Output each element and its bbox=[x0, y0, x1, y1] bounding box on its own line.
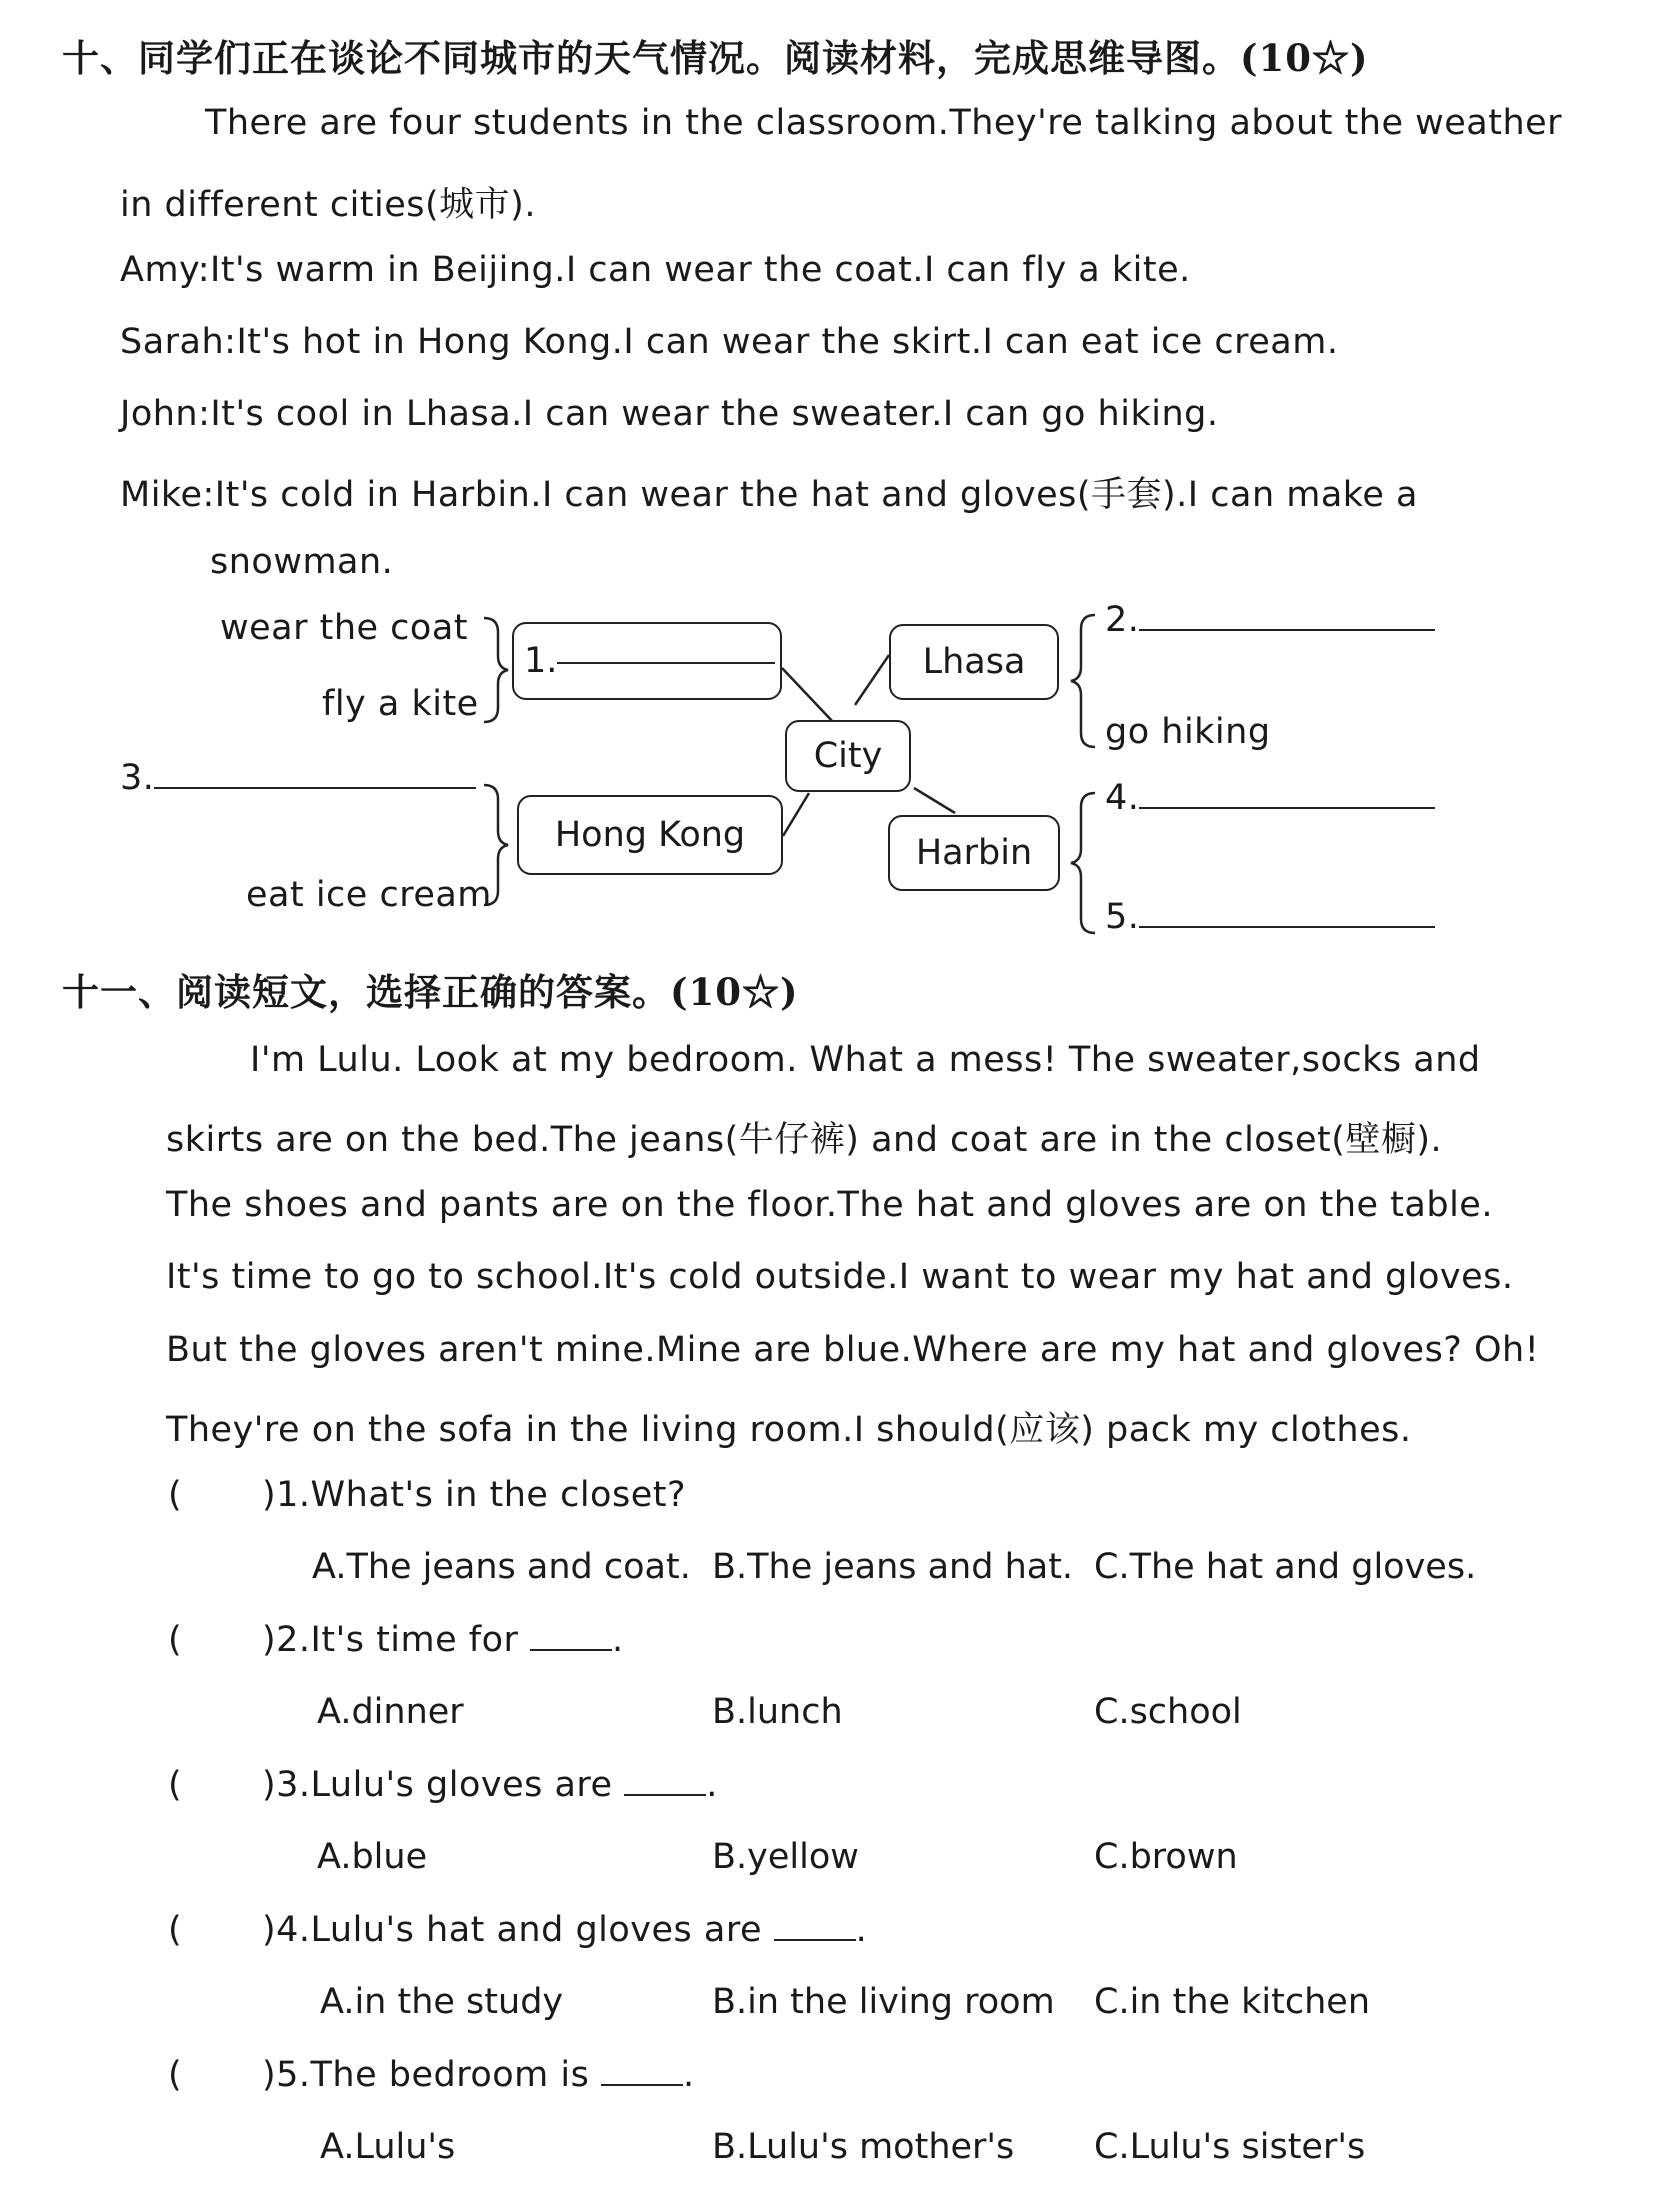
blank-5 bbox=[1105, 897, 1435, 937]
q5-option-c[interactable]: C.Lulu's sister's bbox=[1094, 2127, 1366, 2167]
sarah-line: Sarah:It's hot in Hong Kong.I can wear the skirt.I can eat ice cream. bbox=[120, 322, 1339, 362]
q2-option-c[interactable]: C.school bbox=[1094, 1692, 1242, 1732]
label-eat-ice-cream: eat ice cream bbox=[246, 875, 492, 915]
blank-1-line[interactable] bbox=[557, 658, 775, 664]
q1-option-b[interactable]: B.The jeans and hat. bbox=[712, 1547, 1074, 1587]
blank-5-number: 5. bbox=[1105, 897, 1140, 937]
q4-option-c[interactable]: C.in the kitchen bbox=[1094, 1982, 1371, 2022]
mike-line-2: snowman. bbox=[210, 542, 394, 582]
mike-line-1: Mike:It's cold in Harbin.I can wear the hat and gloves(手套).I can make a bbox=[120, 475, 1418, 515]
mindmap-box-lhasa: Lhasa bbox=[889, 624, 1059, 700]
intro-line-2: in different cities(城市). bbox=[120, 185, 536, 225]
q2-option-a[interactable]: A.dinner bbox=[317, 1692, 464, 1732]
label-wear-the-coat: wear the coat bbox=[220, 608, 469, 648]
question-5 bbox=[262, 2055, 695, 2095]
question-1 bbox=[262, 1475, 686, 1515]
question-text: 3.Lulu's gloves are bbox=[276, 1765, 613, 1805]
q4-option-b[interactable]: B.in the living room bbox=[712, 1982, 1055, 2022]
amy-line: Amy:It's warm in Beijing.I can wear the coat.I can fly a kite. bbox=[120, 250, 1191, 290]
passage-line-3: The shoes and pants are on the floor.The hat and gloves are on the table. bbox=[166, 1185, 1493, 1225]
section-11-title: 十一、阅读短文，选择正确的答案。(10☆) bbox=[62, 970, 799, 1014]
q4-option-a[interactable]: A.in the study bbox=[320, 1982, 564, 2022]
blank-2-number: 2. bbox=[1105, 600, 1140, 640]
blank-4-number: 4. bbox=[1105, 778, 1140, 818]
question-end: . bbox=[683, 2055, 695, 2095]
question-end: . bbox=[855, 1910, 868, 1950]
mindmap-box-city: City bbox=[785, 720, 911, 792]
answer-paren-close: ) bbox=[262, 2055, 277, 2095]
question-text: 1.What's in the closet? bbox=[276, 1475, 687, 1515]
blank-3-number: 3. bbox=[120, 758, 155, 798]
passage-line-4: It's time to go to school.It's cold outside.I want to wear my hat and gloves. bbox=[166, 1257, 1514, 1297]
q5-option-a[interactable]: A.Lulu's bbox=[320, 2127, 456, 2167]
question-4 bbox=[262, 1910, 867, 1950]
mindmap-box-hongkong: Hong Kong bbox=[517, 795, 783, 875]
label-fly-a-kite: fly a kite bbox=[322, 684, 479, 724]
answer-paren-open: ( bbox=[168, 2055, 182, 2095]
question-text: 4.Lulu's hat and gloves are bbox=[276, 1910, 763, 1950]
q2-blank[interactable] bbox=[530, 1645, 612, 1651]
passage-line-1: I'm Lulu. Look at my bedroom. What a mess! The sweater,socks and bbox=[250, 1040, 1481, 1080]
question-text: 5.The bedroom is bbox=[276, 2055, 590, 2095]
q1-option-a[interactable]: A.The jeans and coat. bbox=[312, 1547, 691, 1587]
answer-paren-close: ) bbox=[262, 1765, 277, 1805]
q3-option-c[interactable]: C.brown bbox=[1094, 1837, 1238, 1877]
q5-option-b[interactable]: B.Lulu's mother's bbox=[712, 2127, 1015, 2167]
question-text: 2.It's time for bbox=[276, 1620, 519, 1660]
answer-paren-open: ( bbox=[168, 1765, 182, 1805]
q3-option-a[interactable]: A.blue bbox=[317, 1837, 428, 1877]
question-3 bbox=[262, 1765, 718, 1805]
question-2 bbox=[262, 1620, 624, 1660]
question-end: . bbox=[706, 1765, 718, 1805]
mindmap-box-beijing bbox=[512, 622, 782, 700]
answer-paren-close: ) bbox=[262, 1910, 277, 1950]
passage-line-5: But the gloves aren't mine.Mine are blue.Where are my hat and gloves? Oh! bbox=[166, 1330, 1540, 1370]
passage-line-6: They're on the sofa in the living room.I should(应该) pack my clothes. bbox=[166, 1410, 1412, 1450]
john-line: John:It's cool in Lhasa.I can wear the sweater.I can go hiking. bbox=[120, 394, 1219, 434]
blank-2-line[interactable] bbox=[1139, 625, 1435, 631]
label-go-hiking: go hiking bbox=[1105, 712, 1271, 752]
answer-paren-close: ) bbox=[262, 1475, 277, 1515]
q4-blank[interactable] bbox=[774, 1935, 856, 1941]
q3-blank[interactable] bbox=[624, 1790, 706, 1796]
mindmap-box-harbin: Harbin bbox=[888, 815, 1060, 891]
passage-line-2: skirts are on the bed.The jeans(牛仔裤) and coat are in the closet(壁橱). bbox=[166, 1120, 1443, 1160]
answer-paren-open: ( bbox=[168, 1475, 182, 1515]
blank-5-line[interactable] bbox=[1139, 922, 1435, 928]
q2-option-b[interactable]: B.lunch bbox=[712, 1692, 843, 1732]
q3-option-b[interactable]: B.yellow bbox=[712, 1837, 859, 1877]
answer-paren-close: ) bbox=[262, 1620, 277, 1660]
section-10-title: 十、同学们正在谈论不同城市的天气情况。阅读材料，完成思维导图。(10☆) bbox=[62, 36, 1369, 80]
blank-2 bbox=[1105, 600, 1435, 640]
blank-3-line[interactable] bbox=[154, 783, 476, 789]
blank-3 bbox=[120, 758, 476, 798]
q5-blank[interactable] bbox=[601, 2080, 683, 2086]
blank-4 bbox=[1105, 778, 1435, 818]
question-end: . bbox=[612, 1620, 624, 1660]
blank-1-number: 1. bbox=[524, 641, 558, 681]
answer-paren-open: ( bbox=[168, 1910, 182, 1950]
blank-4-line[interactable] bbox=[1139, 803, 1435, 809]
intro-line-1: There are four students in the classroom.They're talking about the weather bbox=[205, 103, 1563, 143]
q1-option-c[interactable]: C.The hat and gloves. bbox=[1094, 1547, 1477, 1587]
answer-paren-open: ( bbox=[168, 1620, 182, 1660]
